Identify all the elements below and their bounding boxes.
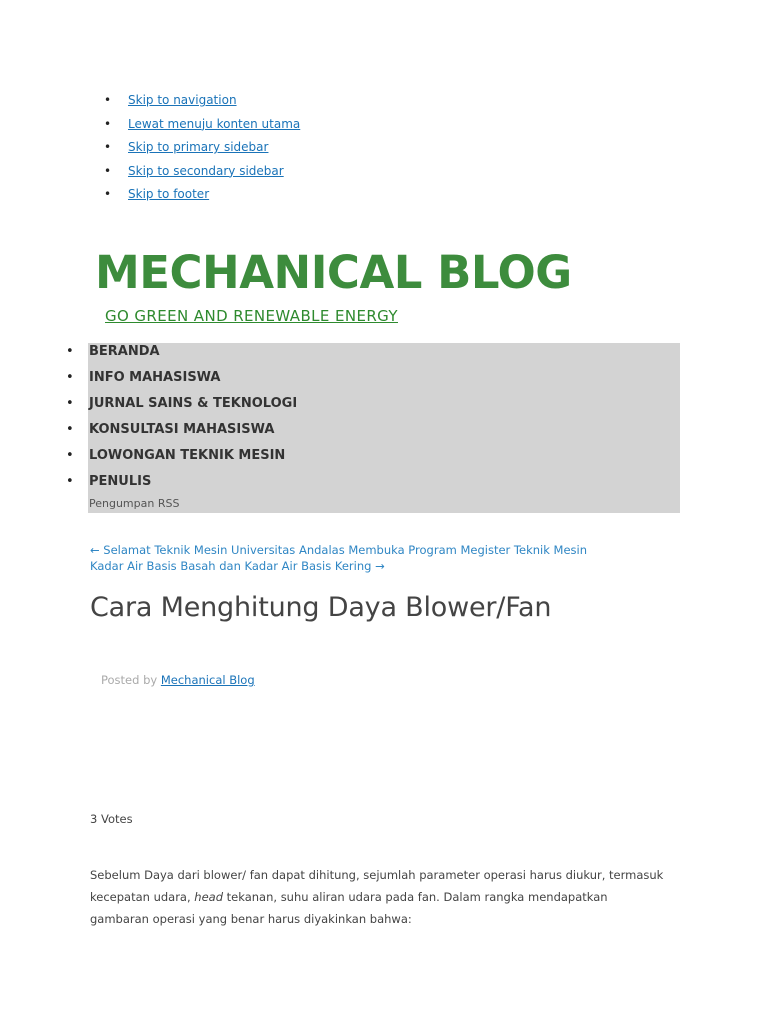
- bullet: •: [66, 370, 74, 385]
- bullet: •: [66, 396, 74, 411]
- bullet: •: [104, 93, 112, 107]
- skip-links-list: [104, 90, 300, 208]
- posted-by-label: Posted by: [101, 673, 158, 687]
- nav-item-label[interactable]: INFO MAHASISWA: [89, 370, 221, 385]
- post-byline: [101, 673, 255, 687]
- main-navigation: [66, 343, 680, 513]
- post-title: Cara Menghitung Daya Blower/Fan: [90, 592, 552, 623]
- site-description[interactable]: GO GREEN AND RENEWABLE ENERGY: [105, 307, 398, 325]
- bullet: •: [104, 163, 112, 178]
- skip-link-item: [104, 161, 300, 185]
- nav-item-jurnal[interactable]: [66, 395, 298, 421]
- nav-menu: [66, 343, 298, 499]
- nav-item-lowongan[interactable]: [66, 447, 297, 473]
- nav-item-beranda[interactable]: [66, 343, 297, 369]
- votes-count: 3 Votes: [90, 812, 133, 826]
- bullet: •: [66, 344, 74, 359]
- skip-link-item: [104, 184, 300, 208]
- site-title[interactable]: MECHANICAL BLOG: [95, 246, 572, 299]
- bullet: •: [66, 422, 74, 437]
- skip-to-primary-sidebar-link[interactable]: Skip to primary sidebar: [128, 140, 269, 154]
- nav-item-label[interactable]: JURNAL SAINS & TEKNOLOGI: [89, 396, 298, 411]
- bullet: •: [66, 448, 74, 463]
- bullet: •: [66, 474, 74, 489]
- skip-to-secondary-sidebar-link[interactable]: Skip to secondary sidebar: [128, 163, 284, 178]
- skip-link-item: [104, 137, 300, 161]
- bullet: •: [104, 116, 112, 131]
- author-link[interactable]: Mechanical Blog: [160, 673, 255, 687]
- bullet: •: [104, 140, 112, 154]
- bullet: •: [104, 187, 112, 201]
- next-post-link[interactable]: Kadar Air Basis Basah dan Kadar Air Basis Kering →: [90, 558, 385, 573]
- rss-feed-link[interactable]: Pengumpan RSS: [89, 497, 180, 510]
- nav-item-info-mahasiswa[interactable]: [66, 369, 297, 395]
- nav-item-penulis[interactable]: [66, 473, 297, 499]
- nav-item-label[interactable]: BERANDA: [89, 344, 160, 359]
- post-body-paragraph: [90, 864, 665, 930]
- skip-link-item: [104, 90, 300, 114]
- body-text-emphasis: head: [194, 890, 224, 904]
- nav-item-label[interactable]: KONSULTASI MAHASISWA: [89, 422, 275, 437]
- body-text-part: Sebelum Daya dari blower/ fan dapat dihitung, sejumlah parameter operasi harus diukur, termasuk kecepatan udara,: [90, 868, 664, 904]
- previous-post-link[interactable]: ← Selamat Teknik Mesin Universitas Andalas Membuka Program Megister Teknik Mesin: [90, 543, 587, 557]
- body-text-part: tekanan, suhu aliran udara pada fan. Dalam rangka mendapatkan gambaran operasi yang benar harus diyakinkan bahwa:: [90, 890, 608, 926]
- post-navigation: [90, 543, 587, 574]
- nav-item-konsultasi[interactable]: [66, 421, 297, 447]
- nav-item-label[interactable]: LOWONGAN TEKNIK MESIN: [89, 448, 286, 463]
- skip-to-content-link[interactable]: Lewat menuju konten utama: [128, 116, 301, 131]
- nav-item-label[interactable]: PENULIS: [89, 474, 152, 489]
- skip-link-item: [104, 114, 300, 138]
- skip-to-footer-link[interactable]: Skip to footer: [128, 187, 210, 201]
- skip-to-navigation-link[interactable]: Skip to navigation: [128, 93, 237, 107]
